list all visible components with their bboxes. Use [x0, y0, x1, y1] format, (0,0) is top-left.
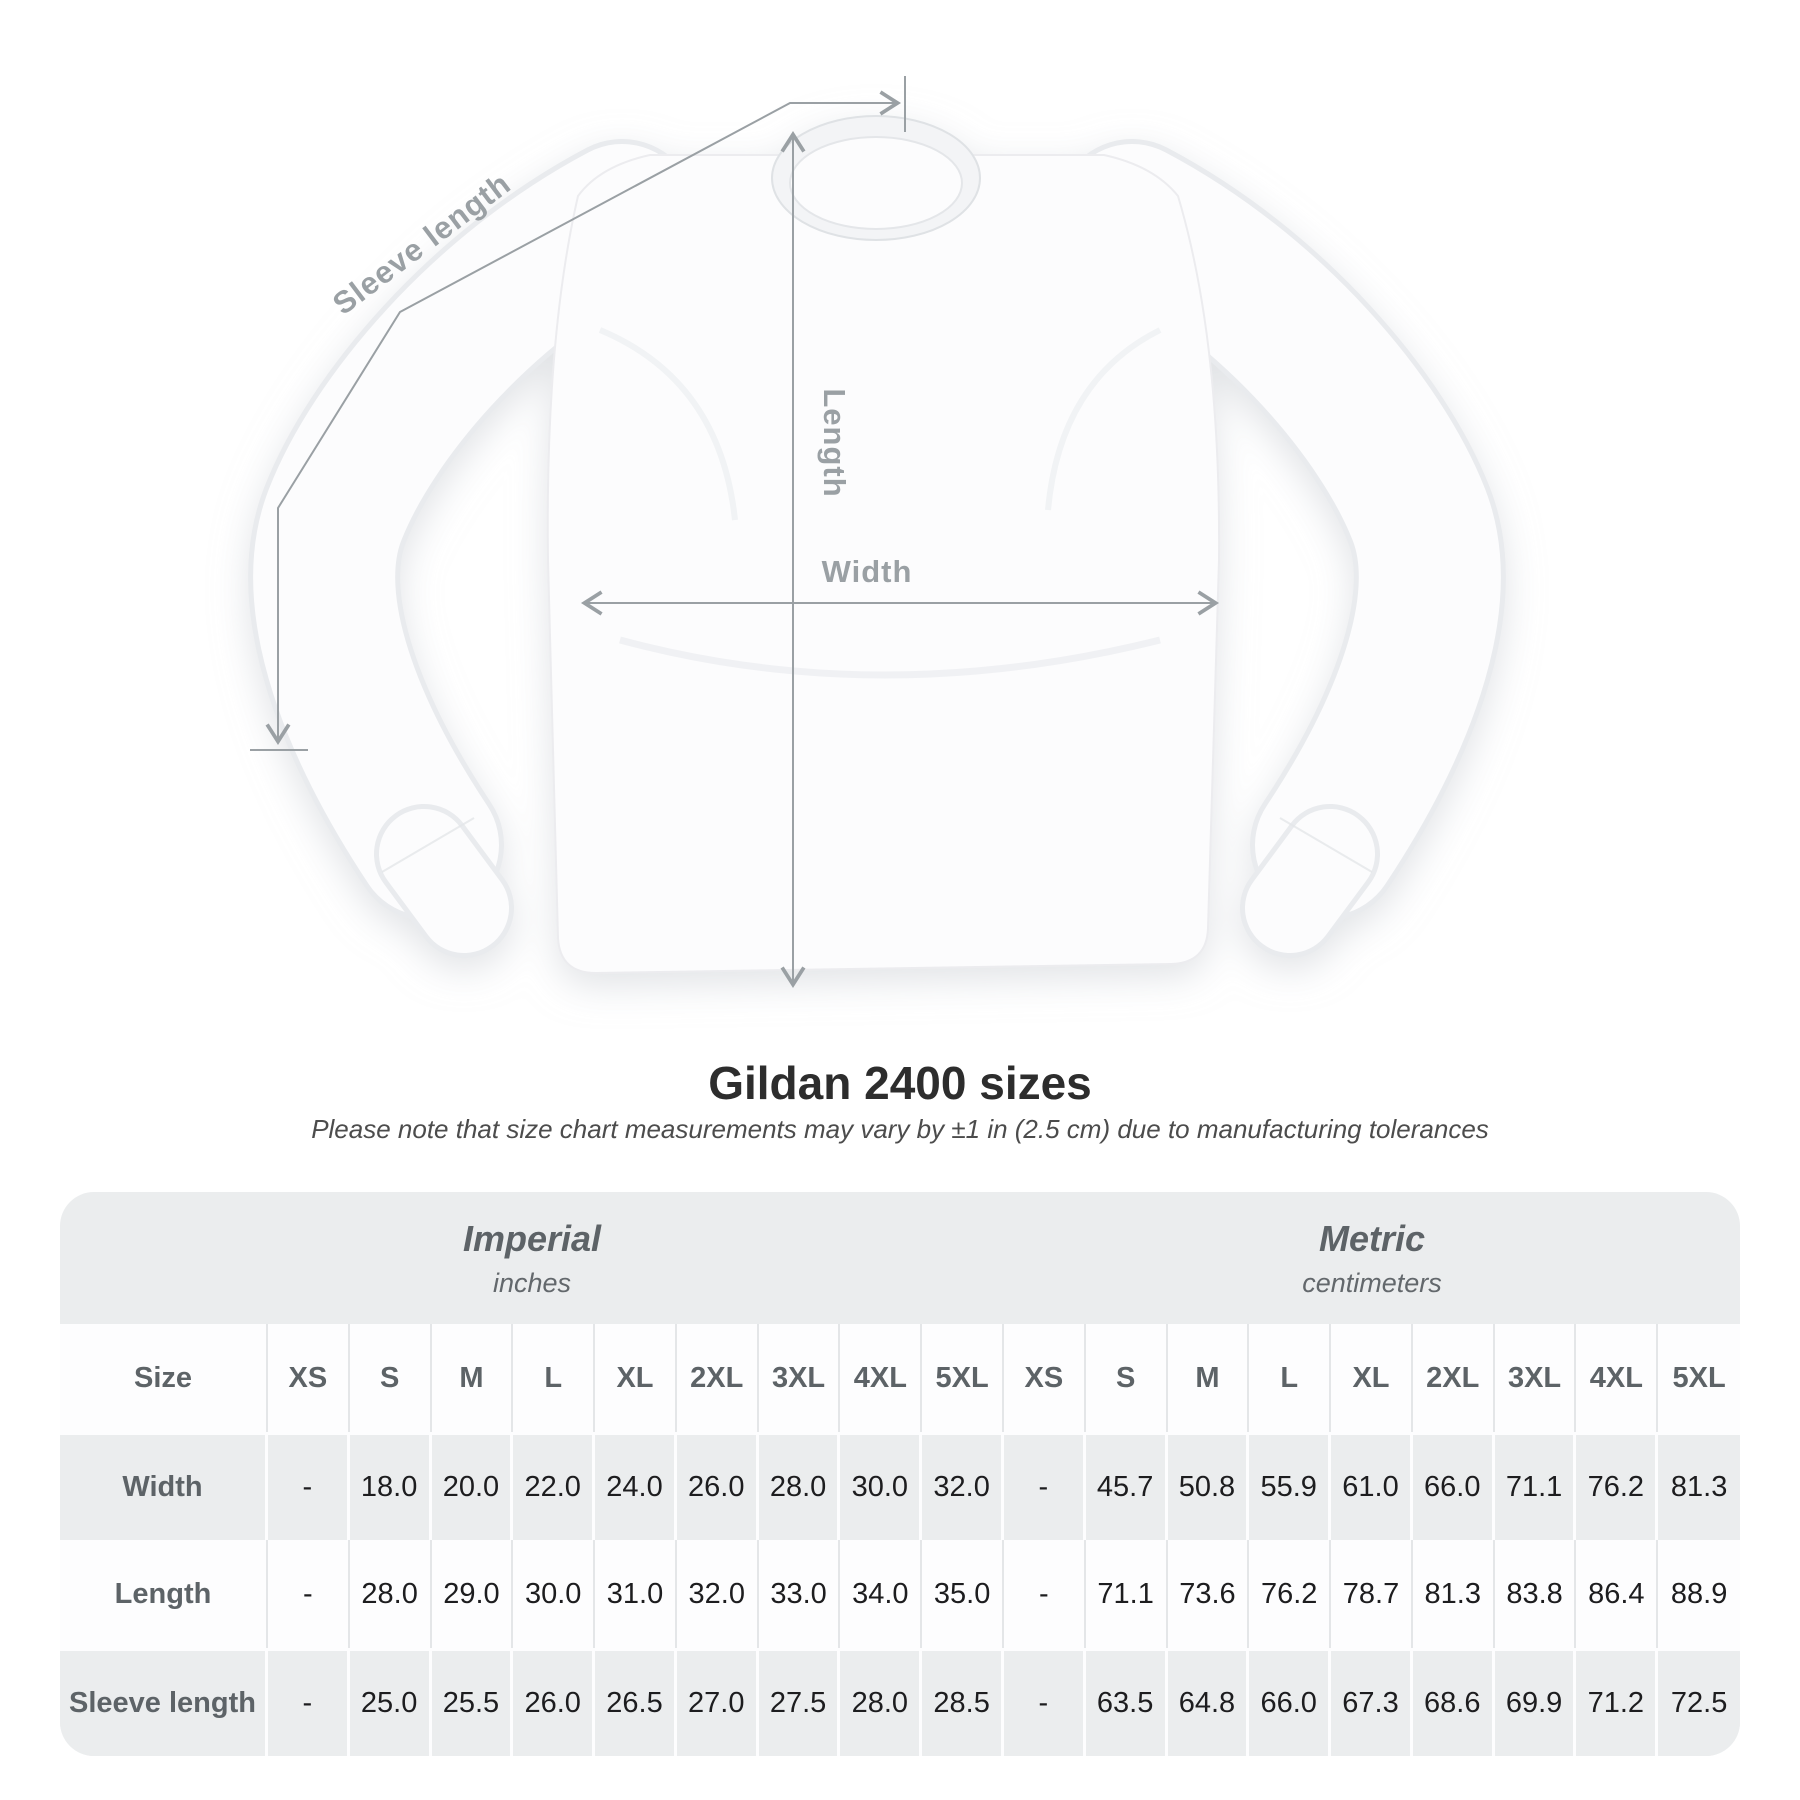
- data-cell: 71.1: [1495, 1432, 1577, 1540]
- data-cell: 26.0: [513, 1648, 595, 1756]
- size-col: 5XL: [1658, 1324, 1740, 1432]
- data-cell: 28.0: [350, 1540, 432, 1648]
- data-cell: 32.0: [922, 1432, 1004, 1540]
- data-cell: 27.0: [677, 1648, 759, 1756]
- data-cell: 18.0: [350, 1432, 432, 1540]
- data-cell: 81.3: [1658, 1432, 1740, 1540]
- size-col: 4XL: [1576, 1324, 1658, 1432]
- size-col: M: [432, 1324, 514, 1432]
- metric-heading: Metric: [1318, 1217, 1426, 1259]
- size-col: XS: [1004, 1324, 1086, 1432]
- size-col: 4XL: [840, 1324, 922, 1432]
- size-col: S: [1086, 1324, 1168, 1432]
- data-cell: 31.0: [595, 1540, 677, 1648]
- data-cell: 64.8: [1168, 1648, 1250, 1756]
- data-cell: 24.0: [595, 1432, 677, 1540]
- size-col: XL: [1331, 1324, 1413, 1432]
- width-label: Width: [821, 554, 913, 589]
- size-col: 3XL: [1495, 1324, 1577, 1432]
- data-cell: 29.0: [432, 1540, 514, 1648]
- tolerance-note: Please note that size chart measurements may vary by ±1 in (2.5 cm) due to manufacturing tolerances: [311, 1114, 1489, 1144]
- size-col: 2XL: [1413, 1324, 1495, 1432]
- size-col: M: [1168, 1324, 1250, 1432]
- data-cell: 34.0: [840, 1540, 922, 1648]
- data-cell: 81.3: [1413, 1540, 1495, 1648]
- data-cell: 66.0: [1413, 1432, 1495, 1540]
- imperial-unit-label: inches: [492, 1267, 572, 1298]
- size-col: 2XL: [677, 1324, 759, 1432]
- data-cell: 78.7: [1331, 1540, 1413, 1648]
- data-cell: 26.5: [595, 1648, 677, 1756]
- data-cell: 86.4: [1576, 1540, 1658, 1648]
- data-cell: -: [1004, 1648, 1086, 1756]
- data-cell: 50.8: [1168, 1432, 1250, 1540]
- data-cell: 28.5: [922, 1648, 1004, 1756]
- data-cell: 20.0: [432, 1432, 514, 1540]
- data-cell: 35.0: [922, 1540, 1004, 1648]
- row-label-length: Length: [60, 1540, 268, 1648]
- data-cell: -: [268, 1432, 350, 1540]
- data-cell: -: [1004, 1432, 1086, 1540]
- data-cell: -: [268, 1648, 350, 1756]
- data-cell: 73.6: [1168, 1540, 1250, 1648]
- data-cell: -: [1004, 1540, 1086, 1648]
- data-cell: 28.0: [759, 1432, 841, 1540]
- data-cell: 45.7: [1086, 1432, 1168, 1540]
- data-cell: 76.2: [1249, 1540, 1331, 1648]
- data-cell: 61.0: [1331, 1432, 1413, 1540]
- size-col: XL: [595, 1324, 677, 1432]
- data-cell: 71.2: [1576, 1648, 1658, 1756]
- metric-unit-label: centimeters: [1302, 1267, 1442, 1298]
- data-cell: 30.0: [513, 1540, 595, 1648]
- length-label: Length: [817, 388, 852, 498]
- size-col: XS: [268, 1324, 350, 1432]
- unit-group-metric: [1004, 1192, 1740, 1324]
- shirt: [324, 116, 1430, 973]
- data-cell: 30.0: [840, 1432, 922, 1540]
- data-cell: 26.0: [677, 1432, 759, 1540]
- data-cell: 25.5: [432, 1648, 514, 1756]
- data-cell: 66.0: [1249, 1648, 1331, 1756]
- size-col: S: [350, 1324, 432, 1432]
- size-header-cell: Size: [60, 1324, 268, 1432]
- data-cell: 88.9: [1658, 1540, 1740, 1648]
- imperial-heading: Imperial: [462, 1217, 602, 1259]
- size-col: 3XL: [759, 1324, 841, 1432]
- data-cell: 27.5: [759, 1648, 841, 1756]
- data-cell: 71.1: [1086, 1540, 1168, 1648]
- data-cell: 72.5: [1658, 1648, 1740, 1756]
- data-cell: 32.0: [677, 1540, 759, 1648]
- data-cell: 67.3: [1331, 1648, 1413, 1756]
- data-cell: 28.0: [840, 1648, 922, 1756]
- data-cell: 55.9: [1249, 1432, 1331, 1540]
- data-cell: 33.0: [759, 1540, 841, 1648]
- data-cell: 83.8: [1495, 1540, 1577, 1648]
- sleeve-length-label: Sleeve length: [326, 165, 518, 322]
- data-cell: 22.0: [513, 1432, 595, 1540]
- size-table: [60, 1192, 1740, 1756]
- data-cell: 25.0: [350, 1648, 432, 1756]
- row-label-sleeve-length: Sleeve length: [60, 1648, 268, 1756]
- data-cell: 69.9: [1495, 1648, 1577, 1756]
- size-col: L: [1249, 1324, 1331, 1432]
- page-title: Gildan 2400 sizes: [708, 1057, 1092, 1109]
- data-cell: -: [268, 1540, 350, 1648]
- row-label-width: Width: [60, 1432, 268, 1540]
- size-col: 5XL: [922, 1324, 1004, 1432]
- data-cell: 76.2: [1576, 1432, 1658, 1540]
- unit-group-imperial: [60, 1192, 1004, 1324]
- data-cell: 63.5: [1086, 1648, 1168, 1756]
- data-cell: 68.6: [1413, 1648, 1495, 1756]
- size-col: L: [513, 1324, 595, 1432]
